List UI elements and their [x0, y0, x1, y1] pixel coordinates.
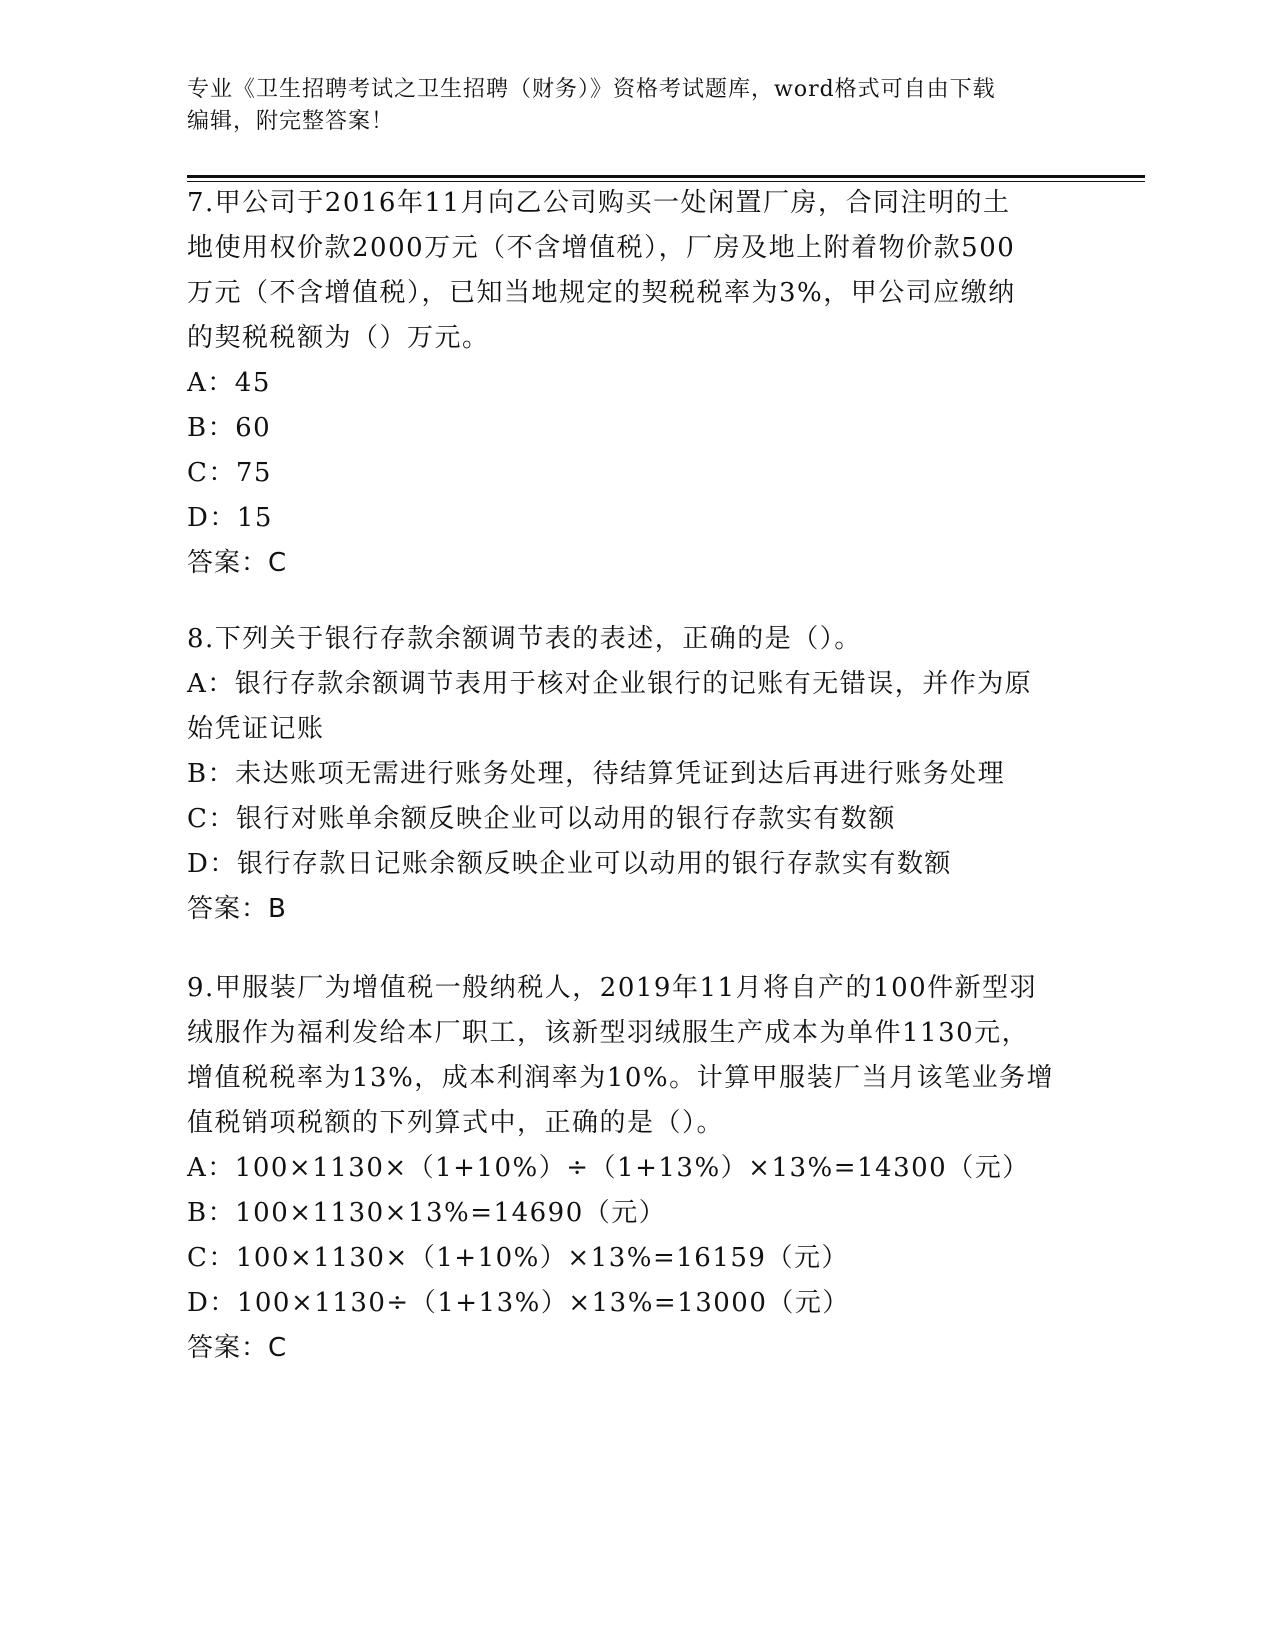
option-c: C：银行对账单余额反映企业可以动用的银行存款实有数额 [187, 804, 896, 834]
answer-label: 答案：C [187, 1333, 288, 1363]
option-d: D：15 [187, 503, 273, 533]
question-stem-line: 地使用权价款2000万元（不含增值税），厂房及地上附着物价款500 [187, 233, 1016, 263]
document-header [187, 74, 1067, 138]
question-stem-line: 万元（不含增值税），已知当地规定的契税税率为3%，甲公司应缴纳 [187, 278, 1016, 308]
option-d: D：100×1130÷（1+13%）×13%=13000（元） [187, 1288, 850, 1318]
question-stem-line: 的契税税额为（）万元。 [187, 323, 490, 353]
option-b: B：60 [187, 413, 272, 443]
option-d: D：银行存款日记账余额反映企业可以动用的银行存款实有数额 [187, 849, 952, 879]
header-line-1: 专业《卫生招聘考试之卫生招聘（财务）》资格考试题库，word格式可自由下载 [187, 77, 996, 102]
question-stem-line: 7.甲公司于2016年11月向乙公司购买一处闲置厂房，合同注明的土 [187, 188, 1011, 218]
answer-label: 答案：C [187, 548, 288, 578]
option-b: B：100×1130×13%=14690（元） [187, 1198, 667, 1228]
option-c: C：100×1130×（1+10%）×13%=16159（元） [187, 1243, 849, 1273]
option-b: B：未达账项无需进行账务处理，待结算凭证到达后再进行账务处理 [187, 759, 1006, 789]
option-a: A：银行存款余额调节表用于核对企业银行的记账有无错误，并作为原 [187, 669, 1033, 699]
question-stem-line: 绒服作为福利发给本厂职工，该新型羽绒服生产成本为单件1130元， [187, 1018, 1030, 1048]
question-stem-line: 增值税税率为13%，成本利润率为10%。计算甲服装厂当月该笔业务增 [187, 1063, 1055, 1093]
option-a: A：45 [187, 368, 271, 398]
header-divider-thick [187, 175, 1145, 178]
question-7 [187, 181, 1067, 586]
option-a: A：100×1130×（1+10%）÷（1+13%）×13%=14300（元） [187, 1153, 1030, 1183]
answer-label: 答案：B [187, 894, 287, 924]
question-stem-line: 9.甲服装厂为增值税一般纳税人，2019年11月将自产的100件新型羽 [187, 973, 1038, 1003]
question-stem-line: 值税销项税额的下列算式中，正确的是（）。 [187, 1108, 725, 1138]
question-stem-line: 8.下列关于银行存款余额调节表的表述，正确的是（）。 [187, 624, 862, 654]
option-c: C：75 [187, 458, 272, 488]
option-a-continued: 始凭证记账 [187, 714, 325, 744]
question-9 [187, 966, 1067, 1371]
header-line-2: 编辑，附完整答案！ [187, 109, 395, 134]
question-8 [187, 617, 1067, 932]
